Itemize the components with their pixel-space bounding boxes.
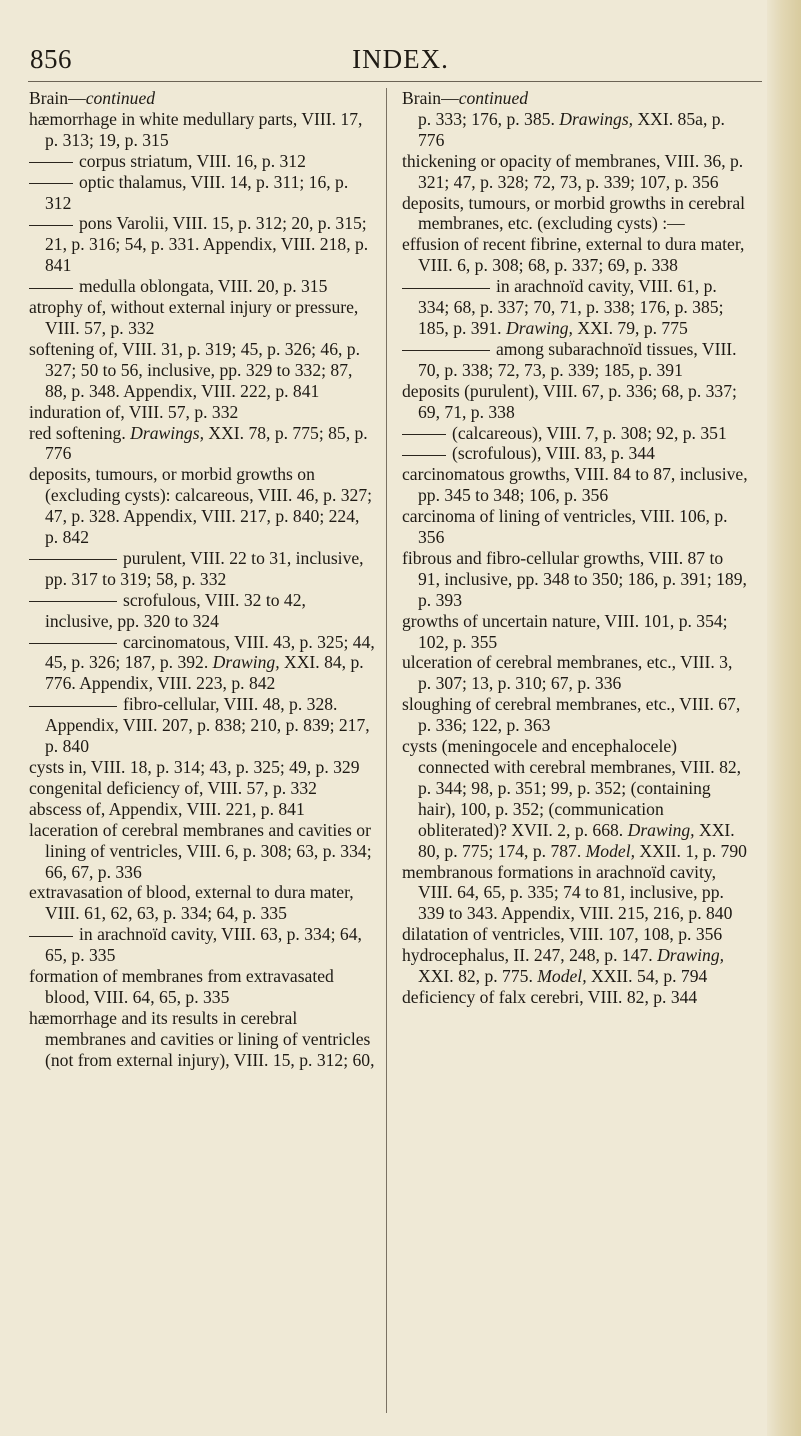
right-column [402, 88, 748, 1008]
entry-text: XXI. 80, p. 775; 174, p. 787. [418, 819, 735, 861]
entry-text: carcinomatous growths, VIII. 84 to 87, inclusive, pp. 345 to 348; 106, p. 356 [402, 464, 748, 506]
entry-text: XXI. 85a, p. 776 [418, 108, 725, 150]
index-entry [29, 882, 375, 924]
entry-text: cysts (meningocele and encephalocele) connected with cerebral membranes, VIII. 82, p. 344; 98, p. 351; 99, p. 352; (containing hair), 100, p. 352; (communication obliterated)? XVII. 2, p. 668. [402, 736, 742, 840]
entry-text: deficiency of falx cerebri, VIII. 82, p. 344 [402, 986, 698, 1007]
index-entry [29, 213, 375, 276]
entry-text: atrophy of, without external injury or pressure, VIII. 57, p. 332 [29, 297, 359, 338]
entry-text: cysts in, VIII. 18, p. 314; 43, p. 325; 49, p. 329 [29, 757, 360, 777]
entry-italic-text: Model, [585, 840, 635, 861]
index-entry [29, 172, 375, 214]
index-entry [29, 548, 375, 590]
right-column-heading [402, 88, 748, 109]
entry-text: effusion of recent fibrine, external to dura mater, VIII. 6, p. 308; 68, p. 337; 69, p. 338 [402, 234, 745, 276]
entry-text: pons Varolii, VIII. 15, p. 312; 20, p. 315; 21, p. 316; 54, p. 331. Appendix, VIII. 218, p. 841 [45, 213, 369, 276]
index-entry [402, 611, 748, 653]
entry-text: congenital deficiency of, VIII. 57, p. 332 [29, 777, 317, 798]
repeat-dash [402, 434, 446, 435]
entry-text: hæmorrhage and its results in cerebral membranes and cavities or lining of ventricles (not from external injury), VIII. 15, p. 312; 60, [29, 1007, 375, 1070]
index-entry [402, 945, 748, 987]
column-divider [386, 88, 387, 1413]
entry-text: XXI. 82, p. 775. [418, 966, 533, 987]
repeat-dash [29, 706, 117, 707]
index-entry [402, 151, 748, 193]
index-entry [29, 757, 375, 778]
repeat-dash [402, 350, 490, 351]
index-entry [29, 966, 375, 1008]
index-entry [402, 652, 748, 694]
entry-text: p. 333; 176, p. 385. [418, 108, 555, 129]
entry-text: XXI. 78, p. 775; 85, p. 776 [45, 422, 368, 464]
entry-text: dilatation of ventricles, VIII. 107, 108, p. 356 [402, 924, 723, 945]
entry-text: deposits (purulent), VIII. 67, p. 336; 68, p. 337; 69, 71, p. 338 [402, 380, 737, 422]
repeat-dash [29, 288, 73, 289]
entry-text: fibrous and fibro-cellular growths, VIII. 87 to 91, inclusive, pp. 348 to 350; 186, p. 391; 189, p. 393 [402, 547, 747, 610]
heading-continued: continued [458, 88, 529, 108]
entry-italic-text: Drawings, [130, 422, 204, 443]
index-entry [29, 402, 375, 423]
index-entry [402, 464, 748, 506]
entry-text: thickening or opacity of membranes, VIII. 36, p. 321; 47, p. 328; 72, 73, p. 339; 107, p. 356 [402, 150, 744, 192]
index-entry [402, 506, 748, 548]
repeat-dash [29, 643, 117, 644]
heading-text: Brain— [29, 88, 86, 108]
entry-text: fibro-cellular, VIII. 48, p. 328. Appendix, VIII. 207, p. 838; 210, p. 839; 217, p. 840 [45, 694, 370, 757]
page-edge-shadow [767, 0, 801, 1436]
entry-text: (calcareous), VIII. 7, p. 308; 92, p. 351 [452, 422, 727, 443]
entry-text: carcinomatous, VIII. 43, p. 325; 44, 45, p. 326; 187, p. 392. [45, 631, 375, 673]
entry-text: red softening. [29, 422, 126, 443]
entry-text: scrofulous, VIII. 32 to 42, inclusive, pp. 320 to 324 [45, 589, 306, 631]
entry-text: abscess of, Appendix, VIII. 221, p. 841 [29, 798, 305, 819]
page-number: 856 [30, 44, 72, 74]
entry-text: deposits, tumours, or morbid growths in cerebral membranes, etc. (excluding cysts) :— [402, 192, 746, 234]
entry-text: sloughing of cerebral membranes, etc., VIII. 67, p. 336; 122, p. 363 [402, 694, 741, 736]
entry-italic-text: Drawing, [505, 317, 573, 338]
entry-italic-text: Drawings, [559, 108, 634, 129]
entry-text: hydrocephalus, II. 247, 248, p. 147. [402, 945, 653, 966]
entry-text: softening of, VIII. 31, p. 319; 45, p. 326; 46, p. 327; 50 to 56, inclusive, pp. 329 to 332; 87, 88, p. 348. Appendix, VIII. 222, p. 841 [29, 338, 360, 401]
entry-text: XXII. 1, p. 790 [639, 840, 747, 861]
entry-italic-text: Drawing, [212, 652, 280, 673]
entry-text: among subarachnoïd tissues, VIII. 70, p. 338; 72, 73, p. 339; 185, p. 391 [418, 338, 737, 380]
repeat-dash [29, 936, 73, 937]
repeat-dash [402, 455, 446, 456]
index-entry [402, 443, 748, 464]
index-entry [402, 862, 748, 925]
entry-italic-text: Model, [537, 966, 587, 987]
index-entry [402, 381, 748, 423]
heading-text: Brain— [402, 88, 459, 108]
left-column [29, 88, 375, 1071]
entry-text: purulent, VIII. 22 to 31, inclusive, pp. 317 to 319; 58, p. 332 [45, 547, 364, 589]
entry-text: deposits, tumours, or morbid growths on (excluding cysts): calcareous, VIII. 46, p. 327; 47, p. 328. Appendix, VIII. 217, p. 840; 224, p. 842 [29, 464, 373, 548]
entry-italic-text: Drawing, [657, 945, 725, 966]
index-entry [402, 234, 748, 276]
header-rule [28, 81, 762, 82]
index-entry [29, 297, 375, 339]
index-entry [402, 987, 748, 1008]
entry-text: growths of uncertain nature, VIII. 101, p. 354; 102, p. 355 [402, 610, 728, 652]
entry-text: corpus striatum, VIII. 16, p. 312 [79, 150, 306, 171]
entry-text: in arachnoïd cavity, VIII. 63, p. 334; 64, 65, p. 335 [45, 924, 362, 966]
entry-text: hæmorrhage in white medullary parts, VIII. 17, p. 313; 19, p. 315 [29, 108, 363, 150]
index-entry [29, 632, 375, 695]
index-entry [29, 276, 375, 297]
index-entry [402, 736, 748, 861]
entry-text: XXII. 54, p. 794 [591, 966, 708, 987]
entry-text: extravasation of blood, external to dura mater, VIII. 61, 62, 63, p. 334; 64, p. 335 [29, 882, 354, 924]
index-entry [29, 423, 375, 465]
index-entry [29, 464, 375, 548]
index-entry [402, 276, 748, 339]
index-entry [29, 799, 375, 820]
entry-italic-text: Drawing, [627, 819, 695, 840]
entry-text: carcinoma of lining of ventricles, VIII. 106, p. 356 [402, 506, 728, 548]
entry-text: XXI. 84, p. 776. Appendix, VIII. 223, p. 842 [45, 652, 364, 694]
entry-text: (scrofulous), VIII. 83, p. 344 [452, 443, 655, 464]
index-entry [29, 339, 375, 402]
repeat-dash [29, 162, 73, 163]
entry-text: induration of, VIII. 57, p. 332 [29, 401, 239, 422]
index-entry [402, 548, 748, 611]
entry-text: optic thalamus, VIII. 14, p. 311; 16, p. 312 [45, 171, 349, 213]
index-entry [29, 590, 375, 632]
index-entry [29, 924, 375, 966]
index-entry [29, 820, 375, 883]
index-entry [29, 109, 375, 151]
heading-continued: continued [85, 88, 156, 108]
index-entry [402, 423, 748, 444]
entry-text: in arachnoïd cavity, VIII. 61, p. 334; 68, p. 337; 70, 71, p. 338; 176, p. 385; 185, p. 391. [418, 276, 724, 338]
index-entry [29, 1008, 375, 1071]
repeat-dash [29, 559, 117, 560]
running-head: INDEX. [352, 44, 449, 74]
index-entry [402, 694, 748, 736]
index-entry [29, 778, 375, 799]
index-entry [402, 109, 748, 151]
entry-text: ulceration of cerebral membranes, etc., VIII. 3, p. 307; 13, p. 310; 67, p. 336 [402, 652, 733, 694]
index-entry [402, 924, 748, 945]
entry-text: XXI. 79, p. 775 [577, 317, 688, 338]
repeat-dash [402, 288, 490, 289]
index-entry [29, 694, 375, 757]
entry-text: laceration of cerebral membranes and cavities or lining of ventricles, VIII. 6, p. 308; 63, p. 334; 66, 67, p. 336 [29, 819, 372, 882]
repeat-dash [29, 225, 73, 226]
index-entry [29, 151, 375, 172]
repeat-dash [29, 601, 117, 602]
entry-text: formation of membranes from extravasated blood, VIII. 64, 65, p. 335 [29, 966, 334, 1007]
entry-text: membranous formations in arachnoïd cavity, VIII. 64, 65, p. 335; 74 to 81, inclusive, pp. 339 to 343. Appendix, VIII. 215, 216, p. 840 [402, 861, 733, 924]
entry-text: medulla oblongata, VIII. 20, p. 315 [79, 276, 328, 297]
index-entry [402, 339, 748, 381]
index-entry [402, 193, 748, 235]
repeat-dash [29, 183, 73, 184]
left-column-heading [29, 88, 375, 109]
